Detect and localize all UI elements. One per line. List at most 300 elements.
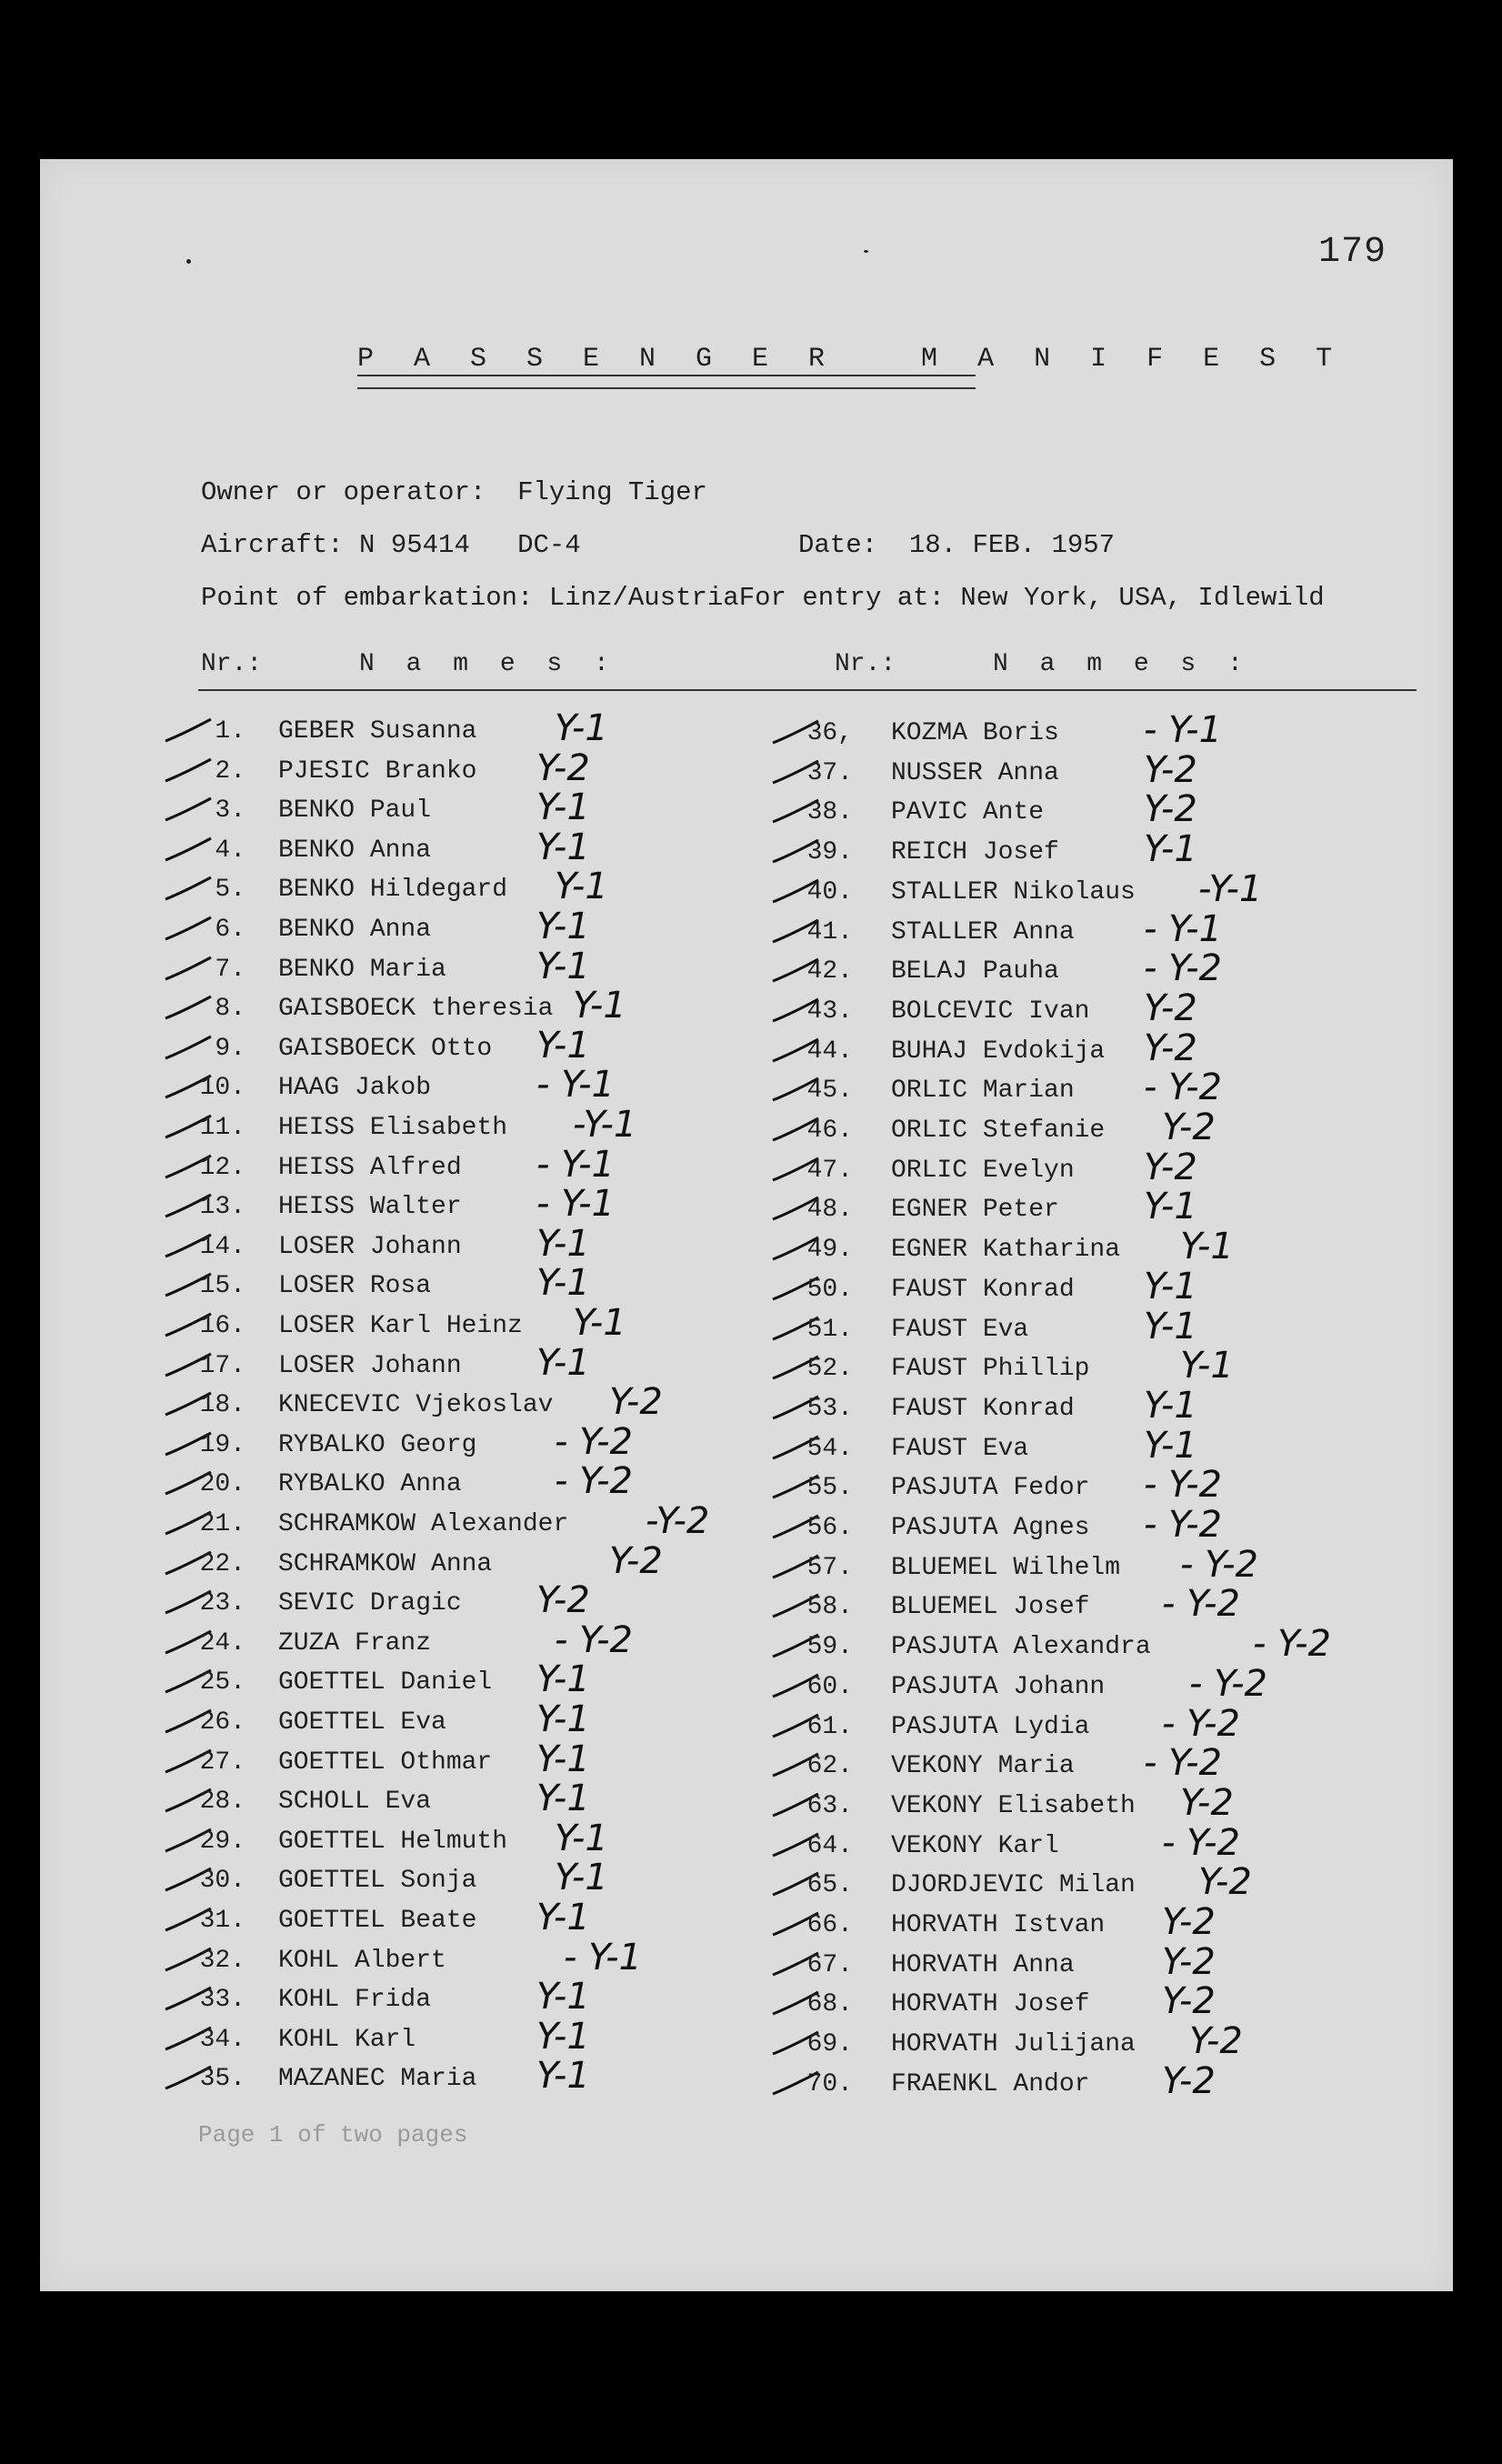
handwritten-code: - Y-2 [1144, 1464, 1222, 1507]
handwritten-code: Y-2 [609, 1381, 663, 1424]
row-number: 36, [806, 719, 853, 747]
row-number: 69. [806, 2030, 853, 2059]
row-number: 24. [199, 1628, 245, 1658]
passenger-name: VEKONY Elisabeth [891, 1791, 1136, 1820]
passenger-name: REICH Josef [891, 838, 1059, 867]
row-number: 28. [199, 1788, 245, 1817]
handwritten-code: - Y-1 [1144, 709, 1222, 751]
row-number: 8. [215, 995, 245, 1024]
handwritten-code: Y-2 [1162, 2059, 1216, 2102]
handwritten-code: - Y-2 [555, 1420, 633, 1463]
row-number: 31. [199, 1907, 245, 1935]
passenger-name: SCHRAMKOW Alexander [278, 1510, 569, 1538]
manifest-row [780, 1742, 1362, 1785]
handwritten-code: Y-1 [1144, 828, 1197, 871]
manifest-row [173, 945, 755, 988]
handwritten-code: - Y-2 [1162, 1821, 1240, 1864]
passenger-name: BENKO Hildegard [278, 876, 508, 905]
manifest-row [173, 826, 755, 869]
passenger-name: BENKO Anna [278, 836, 432, 865]
handwritten-code: - Y-2 [555, 1618, 633, 1661]
row-number: 7. [215, 955, 245, 984]
row-number: 19. [199, 1430, 245, 1459]
manifest-row [173, 1936, 755, 1979]
handwritten-code: -Y-1 [573, 1104, 637, 1146]
manifest-row [780, 1861, 1362, 1904]
row-number: 56. [806, 1514, 853, 1542]
handwritten-code: Y-2 [1144, 748, 1197, 791]
row-number: 61. [806, 1712, 853, 1741]
handwritten-code: - Y-2 [1253, 1623, 1331, 1666]
manifest-row [173, 2015, 755, 2058]
passenger-name: PASJUTA Agnes [891, 1514, 1090, 1542]
row-number: 43. [806, 997, 853, 1026]
col-nr-right: Nr.: [835, 650, 896, 678]
page-title: P A S S E N G E R M A N I F E S T [357, 344, 1345, 375]
date-label: Date: [798, 530, 878, 560]
passenger-name: GOETTEL Helmuth [278, 1827, 508, 1856]
manifest-row [780, 2059, 1362, 2103]
manifest-row [173, 1976, 755, 2018]
row-number: 65. [806, 1871, 853, 1900]
row-number: 68. [806, 1990, 853, 2019]
handwritten-code: Y-1 [536, 826, 590, 868]
manifest-row [173, 1539, 755, 1583]
row-number: 27. [199, 1748, 245, 1777]
row-number: 34. [199, 2025, 245, 2054]
handwritten-code: Y-1 [555, 707, 608, 749]
handwritten-code: - Y-1 [564, 1936, 642, 1978]
passenger-name: HORVATH Anna [891, 1950, 1075, 1979]
handwritten-code: Y-1 [536, 2015, 590, 2058]
handwritten-code: Y-1 [536, 906, 590, 947]
manifest-row [173, 1024, 755, 1067]
manifest-row [780, 867, 1362, 911]
manifest-row [780, 1623, 1362, 1666]
manifest-row [173, 2055, 755, 2098]
handwritten-code: Y-1 [536, 1024, 590, 1067]
manifest-row [780, 1583, 1362, 1626]
passenger-name: BELAJ Pauha [891, 957, 1059, 987]
handwritten-code: Y-2 [1144, 1146, 1197, 1188]
handwritten-code: Y-1 [536, 1738, 590, 1780]
row-number: 2. [215, 756, 245, 786]
row-number: 63. [806, 1791, 853, 1820]
row-number: 38. [806, 798, 853, 827]
passenger-name: GAISBOECK Otto [278, 1034, 493, 1063]
handwritten-code: - Y-1 [536, 1143, 615, 1186]
passenger-name: GEBER Susanna [278, 717, 477, 746]
handwritten-code: Y-2 [1144, 788, 1197, 831]
passenger-name: GOETTEL Eva [278, 1708, 446, 1737]
manifest-row [173, 1738, 755, 1781]
manifest-row [173, 1579, 755, 1622]
row-number: 32. [199, 1946, 245, 1975]
row-number: 48. [806, 1196, 853, 1225]
row-number: 30. [199, 1867, 245, 1896]
handwritten-code: - Y-2 [1162, 1702, 1240, 1745]
owner-value: Flying Tiger [517, 477, 707, 507]
row-number: 37. [806, 758, 853, 787]
manifest-row [780, 1504, 1362, 1547]
handwritten-code: - Y-1 [536, 1064, 615, 1107]
passenger-name: SCHRAMKOW Anna [278, 1549, 493, 1578]
row-number: 54. [806, 1434, 853, 1463]
manifest-row [780, 709, 1362, 752]
passenger-name: LOSER Johann [278, 1351, 462, 1380]
manifest-row [173, 1460, 755, 1503]
row-number: 40. [806, 877, 853, 906]
row-number: 16. [199, 1312, 245, 1340]
handwritten-code: Y-1 [536, 1222, 590, 1265]
row-number: 57. [806, 1553, 853, 1582]
passenger-name: GOETTEL Othmar [278, 1748, 493, 1777]
manifest-row [780, 1940, 1362, 1984]
manifest-row [780, 2020, 1362, 2063]
handwritten-code: Y-1 [573, 1302, 626, 1344]
manifest-row [173, 707, 755, 750]
handwritten-code: - Y-2 [1189, 1662, 1267, 1705]
passenger-name: BENKO Anna [278, 916, 432, 944]
handwritten-code: Y-2 [1144, 1027, 1197, 1069]
handwritten-code: Y-1 [536, 1976, 590, 2018]
row-number: 6. [215, 916, 245, 944]
passenger-name: SEVIC Dragic [278, 1589, 462, 1618]
row-number: 13. [199, 1193, 245, 1222]
row-number: 60. [806, 1672, 853, 1701]
passenger-name: FAUST Konrad [891, 1394, 1075, 1423]
passenger-name: HEISS Elisabeth [278, 1114, 508, 1142]
manifest-row [173, 1104, 755, 1147]
passenger-name: NUSSER Anna [891, 758, 1059, 787]
handwritten-code: Y-1 [536, 1262, 590, 1305]
manifest-row [173, 786, 755, 829]
manifest-row [173, 1341, 755, 1385]
handwritten-code: Y-1 [536, 1897, 590, 1938]
passenger-name: DJORDJEVIC Milan [891, 1871, 1136, 1900]
manifest-row [780, 1107, 1362, 1149]
manifest-row [780, 788, 1362, 831]
manifest-row [173, 985, 755, 1027]
passenger-name: BLUEMEL Wilhelm [891, 1553, 1121, 1582]
row-number: 46. [806, 1117, 853, 1145]
handwritten-code: Y-1 [1144, 1265, 1197, 1307]
row-number: 47. [806, 1156, 853, 1185]
row-number: 49. [806, 1236, 853, 1265]
handwritten-code: Y-2 [1162, 1107, 1216, 1148]
passenger-name: EGNER Katharina [891, 1236, 1121, 1265]
col-names-left: N a m e s : [359, 650, 617, 678]
entry-value: New York, USA, Idlewild [960, 583, 1325, 613]
passenger-name: FRAENKL Andor [891, 2069, 1090, 2098]
handwritten-code: Y-1 [555, 1817, 608, 1859]
passenger-name: VEKONY Maria [891, 1752, 1075, 1781]
row-number: 62. [806, 1752, 853, 1781]
row-number: 52. [806, 1355, 853, 1384]
handwritten-code: - Y-2 [555, 1460, 633, 1503]
handwritten-code: Y-2 [536, 746, 590, 789]
handwritten-code: -Y-2 [646, 1500, 710, 1542]
manifest-row [173, 1698, 755, 1741]
row-number: 25. [199, 1668, 245, 1698]
handwritten-code: -Y-1 [1198, 867, 1263, 910]
header-rule [198, 689, 1417, 691]
manifest-row [780, 1226, 1362, 1268]
manifest-row [780, 1186, 1362, 1228]
manifest-row [173, 1658, 755, 1701]
row-number: 9. [215, 1034, 245, 1063]
passenger-name: HEISS Walter [278, 1193, 462, 1222]
handwritten-code: Y-1 [555, 1857, 608, 1899]
manifest-row [173, 1897, 755, 1939]
passenger-name: GOETTEL Sonja [278, 1867, 477, 1896]
passenger-name: LOSER Rosa [278, 1272, 432, 1301]
handwritten-code: Y-1 [1144, 1186, 1197, 1228]
row-number: 51. [806, 1315, 853, 1344]
manifest-row [780, 1305, 1362, 1348]
passenger-name: BUHAJ Evdokija [891, 1037, 1106, 1066]
row-number: 26. [199, 1708, 245, 1737]
passenger-name: PASJUTA Johann [891, 1672, 1106, 1701]
row-number: 1. [215, 717, 245, 746]
row-number: 17. [199, 1351, 245, 1380]
handwritten-code: Y-1 [1144, 1384, 1197, 1427]
handwritten-code: Y-1 [1180, 1345, 1234, 1387]
row-number: 21. [199, 1510, 245, 1538]
row-number: 70. [806, 2069, 853, 2098]
manifest-row [780, 1384, 1362, 1427]
col-names-right: N a m e s : [993, 650, 1251, 678]
passenger-name: BOLCEVIC Ivan [891, 997, 1090, 1026]
handwritten-code: Y-2 [1162, 1901, 1216, 1943]
passenger-name: FAUST Konrad [891, 1275, 1075, 1304]
row-number: 50. [806, 1275, 853, 1304]
aircraft-label: Aircraft: [201, 530, 344, 560]
passenger-name: PASJUTA Fedor [891, 1474, 1090, 1503]
manifest-row [173, 1143, 755, 1187]
manifest-row [780, 828, 1362, 871]
page-number: 179 [1318, 232, 1387, 273]
aircraft-line [201, 530, 581, 560]
manifest-row [780, 987, 1362, 1030]
passenger-name: GOETTEL Daniel [278, 1668, 493, 1698]
passenger-name: KNECEVIC Vjekoslav [278, 1391, 554, 1420]
manifest-row [780, 1265, 1362, 1308]
manifest-row [173, 1500, 755, 1543]
row-number: 29. [199, 1827, 245, 1856]
handwritten-code: Y-1 [1144, 1305, 1197, 1347]
manifest-row [780, 748, 1362, 792]
passenger-name: FAUST Eva [891, 1434, 1029, 1463]
manifest-row [780, 1146, 1362, 1189]
manifest-row [173, 866, 755, 908]
row-number: 67. [806, 1950, 853, 1979]
row-number: 66. [806, 1911, 853, 1939]
handwritten-code: Y-1 [1180, 1226, 1234, 1268]
handwritten-code: - Y-1 [536, 1183, 615, 1226]
passenger-name: FAUST Eva [891, 1315, 1029, 1344]
handwritten-code: Y-2 [1162, 1980, 1216, 2023]
handwritten-code: - Y-2 [1144, 1742, 1222, 1785]
handwritten-code: Y-1 [536, 1658, 590, 1701]
embarkation-line [201, 583, 1325, 613]
manifest-row [173, 1420, 755, 1464]
paper-speck [864, 250, 868, 253]
passenger-name: VEKONY Karl [891, 1831, 1059, 1860]
passenger-name: PASJUTA Lydia [891, 1712, 1090, 1741]
row-number: 39. [806, 838, 853, 867]
passenger-name: MAZANEC Maria [278, 2065, 477, 2094]
passenger-name: LOSER Karl Heinz [278, 1312, 523, 1340]
passenger-name: HEISS Alfred [278, 1153, 462, 1182]
handwritten-code: - Y-2 [1162, 1583, 1240, 1626]
row-number: 11. [199, 1114, 245, 1142]
passenger-name: BENKO Maria [278, 955, 446, 984]
row-number: 58. [806, 1593, 853, 1622]
manifest-row [780, 1345, 1362, 1387]
passenger-name: EGNER Peter [891, 1196, 1059, 1225]
row-number: 4. [215, 836, 245, 865]
manifest-row [780, 1464, 1362, 1507]
handwritten-code: Y-1 [555, 866, 608, 908]
passenger-name: PJESIC Branko [278, 756, 477, 786]
manifest-row [173, 1381, 755, 1424]
row-number: 20. [199, 1470, 245, 1499]
embarkation-value: Linz/Austria [548, 583, 739, 613]
passenger-name: HORVATH Julijana [891, 2030, 1136, 2059]
handwritten-code: Y-2 [536, 1579, 590, 1622]
row-number: 3. [215, 796, 245, 826]
manifest-row [173, 1302, 755, 1345]
manifest-row [173, 1183, 755, 1226]
handwritten-code: Y-1 [536, 786, 590, 829]
manifest-row [780, 1424, 1362, 1467]
passenger-name: KOHL Karl [278, 2025, 416, 2054]
handwritten-code: Y-1 [573, 985, 626, 1027]
row-number: 41. [806, 917, 853, 947]
row-number: 64. [806, 1831, 853, 1860]
handwritten-code: - Y-2 [1144, 1067, 1222, 1109]
passenger-name: HAAG Jakob [278, 1074, 432, 1103]
handwritten-code: Y-2 [1162, 1940, 1216, 1983]
handwritten-code: Y-1 [536, 1341, 590, 1384]
manifest-row [780, 1702, 1362, 1746]
passenger-name: GOETTEL Beate [278, 1907, 477, 1935]
manifest-row [780, 1027, 1362, 1070]
row-number: 14. [199, 1232, 245, 1261]
handwritten-code: - Y-2 [1144, 1504, 1222, 1546]
manifest-row [173, 1778, 755, 1820]
manifest-row [173, 1618, 755, 1662]
row-number: 12. [199, 1153, 245, 1182]
manifest-row [780, 1821, 1362, 1865]
passenger-name: KOZMA Boris [891, 719, 1059, 747]
manifest-row [780, 1067, 1362, 1109]
title-underline [357, 375, 976, 389]
row-number: 33. [199, 1986, 245, 2015]
manifest-row [780, 907, 1362, 951]
row-number: 44. [806, 1037, 853, 1066]
passenger-name: HORVATH Josef [891, 1990, 1090, 2019]
handwritten-code: Y-1 [536, 1698, 590, 1740]
manifest-row [173, 1857, 755, 1899]
col-nr-left: Nr.: [201, 650, 263, 678]
passenger-name: PAVIC Ante [891, 798, 1045, 827]
passenger-name: SCHOLL Eva [278, 1788, 432, 1817]
date-line [798, 530, 1115, 560]
passenger-name: ORLIC Stefanie [891, 1117, 1106, 1145]
passenger-name: ORLIC Marian [891, 1077, 1075, 1106]
handwritten-code: Y-1 [536, 2055, 590, 2098]
passenger-name: GAISBOECK theresia [278, 995, 554, 1024]
manifest-row [173, 1817, 755, 1860]
passenger-name: FAUST Phillip [891, 1355, 1090, 1384]
handwritten-code: Y-1 [1144, 1424, 1197, 1467]
entry-label: For entry at: [738, 583, 945, 613]
passenger-name: ORLIC Evelyn [891, 1156, 1075, 1185]
passenger-name: LOSER Johann [278, 1232, 462, 1261]
embarkation-label: Point of embarkation: [201, 583, 534, 613]
date-value: 18. FEB. 1957 [908, 530, 1116, 560]
manifest-row [173, 1064, 755, 1107]
passenger-name: RYBALKO Anna [278, 1470, 462, 1499]
handwritten-code: Y-1 [536, 1778, 590, 1820]
handwritten-code: Y-1 [536, 945, 590, 987]
handwritten-code: Y-2 [1198, 1861, 1252, 1904]
passenger-name: ZUZA Franz [278, 1628, 432, 1658]
manifest-row [780, 1901, 1362, 1944]
owner-label: Owner or operator: [201, 477, 486, 507]
passenger-name: KOHL Frida [278, 1986, 432, 2015]
row-number: 42. [806, 957, 853, 987]
row-number: 45. [806, 1077, 853, 1106]
manifest-row [780, 1781, 1362, 1825]
manifest-row [780, 1543, 1362, 1587]
page-footer: Page 1 of two pages [198, 2121, 468, 2148]
manifest-row [173, 1262, 755, 1305]
passenger-name: HORVATH Istvan [891, 1911, 1106, 1939]
aircraft-type: DC-4 [517, 530, 581, 560]
paper-speck [186, 259, 191, 264]
passenger-name: BLUEMEL Josef [891, 1593, 1090, 1622]
handwritten-code: - Y-2 [1144, 947, 1222, 990]
row-number: 55. [806, 1474, 853, 1503]
owner-line [201, 477, 707, 507]
row-number: 53. [806, 1394, 853, 1423]
manifest-row [780, 947, 1362, 990]
passenger-name: STALLER Nikolaus [891, 877, 1136, 906]
manifest-row [173, 746, 755, 790]
row-number: 35. [199, 2065, 245, 2094]
passenger-name: RYBALKO Georg [278, 1430, 477, 1459]
row-number: 59. [806, 1633, 853, 1662]
row-number: 10. [199, 1074, 245, 1103]
handwritten-code: - Y-1 [1144, 907, 1222, 950]
handwritten-code: Y-2 [1189, 2020, 1243, 2063]
passenger-name: STALLER Anna [891, 917, 1075, 947]
row-number: 5. [215, 876, 245, 905]
passenger-name: KOHL Albert [278, 1946, 446, 1975]
handwritten-code: Y-2 [1180, 1781, 1234, 1824]
handwritten-code: - Y-2 [1180, 1543, 1258, 1586]
manifest-row [173, 906, 755, 948]
handwritten-code: Y-2 [1144, 987, 1197, 1029]
passenger-name: BENKO Paul [278, 796, 432, 826]
row-number: 22. [199, 1549, 245, 1578]
row-number: 15. [199, 1272, 245, 1301]
aircraft-value: N 95414 [359, 530, 470, 560]
handwritten-code: Y-2 [609, 1539, 663, 1582]
